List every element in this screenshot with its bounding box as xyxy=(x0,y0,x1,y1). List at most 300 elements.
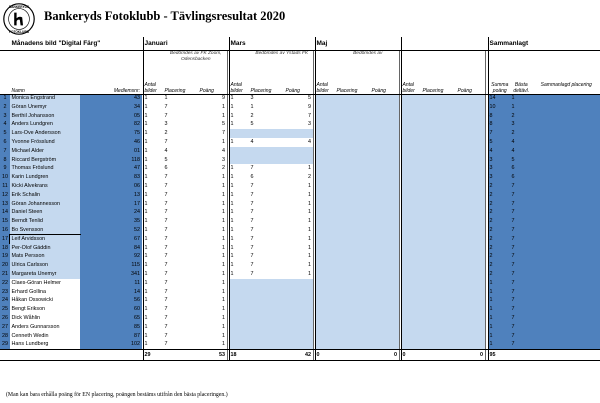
basta-deltavling: 1 xyxy=(510,103,531,112)
blank-antal xyxy=(401,112,421,121)
jan-placering: 5 xyxy=(163,156,198,165)
blank-antal xyxy=(401,340,421,349)
blank-poang xyxy=(456,112,485,121)
row-number: 20 xyxy=(2,262,8,269)
basta-deltavling: 4 xyxy=(510,147,531,156)
jan-placering: 7 xyxy=(163,235,198,244)
jan-poang: 1 xyxy=(198,103,227,112)
member-number: 43 xyxy=(80,94,142,103)
jan-poang: 9 xyxy=(198,94,227,103)
blank-placering xyxy=(421,305,456,314)
mars-placering xyxy=(249,279,284,288)
member-name: Daniel Steen xyxy=(10,208,80,217)
table-row xyxy=(0,120,600,129)
mars-placering: 7 xyxy=(249,200,284,209)
maj-poang xyxy=(370,182,399,191)
mars-antal xyxy=(229,305,249,314)
sammanlagd-placering xyxy=(531,173,600,182)
blank-antal xyxy=(401,226,421,235)
blank-placering xyxy=(421,173,456,182)
blank-antal xyxy=(401,261,421,270)
row-number: 16 xyxy=(2,227,8,233)
table-row xyxy=(0,323,600,332)
maj-placering xyxy=(335,173,370,182)
sammanlagd-placering xyxy=(531,235,600,244)
sammanlagd-placering xyxy=(531,147,600,156)
mars-poang: 1 xyxy=(284,217,313,226)
summa-poang: 3 xyxy=(488,164,510,173)
basta-deltavling: 2 xyxy=(510,112,531,121)
mars-poang: 1 xyxy=(284,164,313,173)
summa-poang: 2 xyxy=(488,208,510,217)
blank-antal xyxy=(401,103,421,112)
col-header-placering: Placering xyxy=(250,88,272,94)
blank-antal xyxy=(401,288,421,297)
month-header-maj: Maj xyxy=(316,40,328,47)
blank-antal xyxy=(401,296,421,305)
row-number: 27 xyxy=(2,323,8,330)
sammanlagd-placering xyxy=(531,314,600,323)
basta-deltavling: 7 xyxy=(510,340,531,349)
jan-antal: 1 xyxy=(143,217,163,226)
mars-placering: 7 xyxy=(249,191,284,200)
blank-poang xyxy=(456,173,485,182)
member-name: Kicki Alvekrans xyxy=(10,182,80,191)
table-row xyxy=(0,305,600,314)
table-row xyxy=(0,296,600,305)
maj-placering xyxy=(335,147,370,156)
mars-poang: 1 xyxy=(284,244,313,253)
maj-antal xyxy=(315,94,335,103)
maj-poang xyxy=(370,164,399,173)
blank-placering xyxy=(421,182,456,191)
jan-placering: 7 xyxy=(163,296,198,305)
jan-poang: 1 xyxy=(198,112,227,121)
row-number: 14 xyxy=(2,209,8,216)
mars-poang xyxy=(284,129,313,138)
basta-deltavling: 7 xyxy=(510,332,531,341)
jan-poang: 1 xyxy=(198,340,227,349)
sammanlagd-placering xyxy=(531,279,600,288)
mars-poang xyxy=(284,288,313,297)
maj-poang xyxy=(370,332,399,341)
table-row xyxy=(0,191,600,200)
column-divider xyxy=(315,37,316,361)
member-name: Mats Persson xyxy=(10,252,80,261)
col-header-summa: Summa poäng xyxy=(491,82,509,94)
mars-poang: 9 xyxy=(284,103,313,112)
col-header-antal: Antal bilder xyxy=(316,82,329,94)
row-number: 3 xyxy=(0,112,10,121)
mars-placering xyxy=(249,332,284,341)
maj-placering xyxy=(335,244,370,253)
maj-poang xyxy=(370,112,399,121)
table-row xyxy=(0,235,600,244)
member-number: 60 xyxy=(80,305,142,314)
mars-placering xyxy=(249,314,284,323)
basta-deltavling: 2 xyxy=(510,129,531,138)
sammanlagd-placering xyxy=(531,94,600,103)
row-number: 11 xyxy=(0,182,10,191)
table-row xyxy=(0,103,600,112)
blank-poang xyxy=(456,182,485,191)
mars-poang: 1 xyxy=(284,182,313,191)
row-number: 28 xyxy=(2,332,8,339)
mars-poang: 1 xyxy=(284,261,313,270)
mars-poang: 1 xyxy=(284,252,313,261)
basta-deltavling: 7 xyxy=(510,323,531,332)
basta-deltavling: 6 xyxy=(510,164,531,173)
maj-antal xyxy=(315,252,335,261)
table-row xyxy=(0,173,600,182)
jan-poang: 1 xyxy=(198,226,227,235)
maj-poang xyxy=(370,296,399,305)
maj-poang xyxy=(370,270,399,279)
row-number: 1 xyxy=(0,94,10,103)
member-number: 11 xyxy=(80,279,142,288)
page-title: Bankeryds Fotoklubb - Tävlingsresultat 2020 xyxy=(44,9,286,23)
blank-antal xyxy=(401,314,421,323)
sammanlagd-placering xyxy=(531,332,600,341)
maj-placering xyxy=(335,191,370,200)
member-number: 341 xyxy=(80,270,142,279)
maj-poang xyxy=(370,200,399,209)
summa-poang: 1 xyxy=(488,314,510,323)
blank-poang xyxy=(456,314,485,323)
table-row xyxy=(0,200,600,209)
blank-placering xyxy=(421,244,456,253)
row-number: 15 xyxy=(2,218,8,225)
jan-antal: 1 xyxy=(143,182,163,191)
member-number: 82 xyxy=(80,120,142,129)
maj-placering xyxy=(335,296,370,305)
member-name: Dick Wåhlin xyxy=(10,314,80,323)
table-row xyxy=(0,226,600,235)
sammanlagd-placering xyxy=(531,112,600,121)
mars-placering: 7 xyxy=(249,226,284,235)
maj-placering xyxy=(335,164,370,173)
maj-antal xyxy=(315,147,335,156)
row-number: 23 xyxy=(2,288,8,295)
jan-placering: 7 xyxy=(163,340,198,349)
sammanlagd-placering xyxy=(531,252,600,261)
maj-antal xyxy=(315,323,335,332)
row-number: 21 xyxy=(2,271,8,277)
mars-poang: 1 xyxy=(284,226,313,235)
jan-poang: 1 xyxy=(198,252,227,261)
member-name: Anders Gunnarsson xyxy=(10,323,80,332)
blank-placering xyxy=(421,217,456,226)
mars-placering: 7 xyxy=(249,270,284,279)
maj-placering xyxy=(335,138,370,147)
row-number: 10 xyxy=(2,174,8,181)
mars-poang: 1 xyxy=(284,235,313,244)
member-number: 34 xyxy=(80,103,142,112)
basta-deltavling: 7 xyxy=(510,244,531,253)
blank-placering xyxy=(421,340,456,349)
maj-antal xyxy=(315,235,335,244)
member-name: Margareta Unemyr xyxy=(10,270,80,279)
mars-poang: 1 xyxy=(284,208,313,217)
jan-placering: 7 xyxy=(163,112,198,121)
total-blank-antal: 0 xyxy=(402,352,406,359)
maj-placering xyxy=(335,208,370,217)
sammanlagd-placering xyxy=(531,226,600,235)
mars-antal: 1 xyxy=(229,270,249,279)
jan-poang: 5 xyxy=(198,120,227,129)
member-number: 84 xyxy=(80,244,142,253)
row-number: 25 xyxy=(2,306,8,313)
month-header-blank xyxy=(401,37,485,50)
jan-placering: 7 xyxy=(163,323,198,332)
maj-poang xyxy=(370,323,399,332)
mars-poang: 1 xyxy=(284,191,313,200)
mars-placering: 7 xyxy=(249,217,284,226)
sammanlagd-placering xyxy=(531,305,600,314)
member-number: 65 xyxy=(80,314,142,323)
member-number: 35 xyxy=(80,217,142,226)
member-number: 56 xyxy=(80,296,142,305)
blank-placering xyxy=(421,252,456,261)
blank-poang xyxy=(456,164,485,173)
blank-placering xyxy=(421,208,456,217)
member-name: Per-Olof Gäddin xyxy=(10,244,80,253)
member-number: 52 xyxy=(80,226,142,235)
basta-deltavling: 7 xyxy=(510,226,531,235)
table-row xyxy=(0,112,600,121)
blank-poang xyxy=(456,279,485,288)
mars-placering: 6 xyxy=(249,173,284,182)
jan-antal: 1 xyxy=(143,173,163,182)
jan-antal: 1 xyxy=(143,191,163,200)
column-divider xyxy=(399,50,400,361)
mars-placering xyxy=(249,129,284,138)
member-number: 24 xyxy=(80,208,142,217)
mars-antal xyxy=(229,156,249,165)
table-row xyxy=(0,156,600,165)
maj-antal xyxy=(315,138,335,147)
blank-placering xyxy=(421,279,456,288)
jan-poang: 4 xyxy=(198,147,227,156)
blank-placering xyxy=(421,288,456,297)
jan-placering: 1 xyxy=(163,94,198,103)
blank-poang xyxy=(456,270,485,279)
table-row xyxy=(0,314,600,323)
summa-poang: 2 xyxy=(488,270,510,279)
row-number: 22 xyxy=(2,279,8,286)
maj-placering xyxy=(335,129,370,138)
summa-poang: 3 xyxy=(488,156,510,165)
member-number: 46 xyxy=(80,138,142,147)
jan-antal: 1 xyxy=(143,147,163,156)
basta-deltavling: 1 xyxy=(510,94,531,103)
jan-antal: 1 xyxy=(143,120,163,129)
member-name: Yvonne Frösslund xyxy=(10,138,80,147)
mars-placering xyxy=(249,156,284,165)
jan-poang: 1 xyxy=(198,270,227,279)
member-name: Hans Lundberg xyxy=(10,340,80,349)
member-number: 67 xyxy=(80,235,142,244)
basta-deltavling: 6 xyxy=(510,173,531,182)
row-number: 2 xyxy=(0,103,10,112)
jan-antal: 1 xyxy=(143,332,163,341)
sammanlagd-placering xyxy=(531,164,600,173)
maj-antal xyxy=(315,244,335,253)
mars-antal: 1 xyxy=(229,244,249,253)
basta-deltavling: 7 xyxy=(510,217,531,226)
summa-poang: 2 xyxy=(488,261,510,270)
sammanlagd-placering xyxy=(531,296,600,305)
summa-poang: 1 xyxy=(488,340,510,349)
basta-deltavling: 7 xyxy=(510,261,531,270)
row-divider xyxy=(0,50,600,51)
sammanlagd-placering xyxy=(531,129,600,138)
member-number: 115 xyxy=(80,261,142,270)
blank-antal xyxy=(401,323,421,332)
jan-placering: 7 xyxy=(163,305,198,314)
jan-antal: 1 xyxy=(143,340,163,349)
jan-poang: 1 xyxy=(198,288,227,297)
col-header-placering: Placering xyxy=(422,88,444,94)
judged-by-text: Bedömdes av FK Zoom, Odensbacken xyxy=(169,51,222,62)
maj-poang xyxy=(370,288,399,297)
svg-text:FOTOKLUBB: FOTOKLUBB xyxy=(9,30,29,34)
maj-antal xyxy=(315,314,335,323)
row-number: 4 xyxy=(0,120,10,129)
sammanlagd-placering xyxy=(531,323,600,332)
summa-poang: 2 xyxy=(488,244,510,253)
row-divider xyxy=(0,360,600,361)
jan-poang: 1 xyxy=(198,208,227,217)
column-divider xyxy=(229,37,230,361)
basta-deltavling: 5 xyxy=(510,156,531,165)
blank-antal xyxy=(401,200,421,209)
jan-poang: 1 xyxy=(198,138,227,147)
summa-poang: 2 xyxy=(488,217,510,226)
mars-placering xyxy=(249,340,284,349)
total-jan-poang: 53 xyxy=(219,352,225,359)
blank-antal xyxy=(401,217,421,226)
blank-placering xyxy=(421,191,456,200)
mars-antal: 1 xyxy=(229,138,249,147)
blank-poang xyxy=(456,340,485,349)
basta-deltavling: 7 xyxy=(510,305,531,314)
row-number: 26 xyxy=(2,315,8,321)
blank-antal xyxy=(401,332,421,341)
maj-placering xyxy=(335,332,370,341)
basta-deltavling: 7 xyxy=(510,270,531,279)
maj-antal xyxy=(315,261,335,270)
maj-placering xyxy=(335,120,370,129)
mars-poang xyxy=(284,296,313,305)
row-number: 19 xyxy=(2,253,8,260)
mars-poang xyxy=(284,340,313,349)
header-row-judges xyxy=(0,50,600,80)
maj-poang xyxy=(370,173,399,182)
member-name: Göran Unemyr xyxy=(10,103,80,112)
basta-deltavling: 7 xyxy=(510,208,531,217)
total-mars-antal: 18 xyxy=(230,352,237,359)
sammanlagd-placering xyxy=(531,138,600,147)
blank-antal xyxy=(401,270,421,279)
mars-antal xyxy=(229,323,249,332)
maj-poang xyxy=(370,129,399,138)
basta-deltavling: 7 xyxy=(510,296,531,305)
jan-antal: 1 xyxy=(143,296,163,305)
blank-poang xyxy=(456,120,485,129)
sammanlagd-placering xyxy=(531,244,600,253)
jan-antal: 1 xyxy=(143,129,163,138)
member-number: 05 xyxy=(80,112,142,121)
row-number: 12 xyxy=(2,191,8,198)
col-header-poang: Poäng xyxy=(371,88,386,94)
member-number: 14 xyxy=(80,288,142,297)
maj-placering xyxy=(335,288,370,297)
row-number: 7 xyxy=(0,147,10,156)
maj-poang xyxy=(370,217,399,226)
blank-placering xyxy=(421,296,456,305)
blank-antal xyxy=(401,191,421,200)
member-number: 83 xyxy=(80,173,142,182)
row-number: 9 xyxy=(0,164,10,173)
mars-poang: 4 xyxy=(284,138,313,147)
member-number: 01 xyxy=(80,147,142,156)
mars-poang: 5 xyxy=(284,94,313,103)
summa-poang: 1 xyxy=(488,296,510,305)
basta-deltavling: 7 xyxy=(510,279,531,288)
jan-placering: 2 xyxy=(163,129,198,138)
col-header-poang: Poäng xyxy=(457,88,472,94)
member-name: Erhard Gollina xyxy=(10,288,80,297)
mars-antal: 1 xyxy=(229,252,249,261)
header-row-columns xyxy=(0,80,600,94)
blank-poang xyxy=(456,217,485,226)
mars-placering xyxy=(249,323,284,332)
blank-placering xyxy=(421,94,456,103)
blank-poang xyxy=(456,147,485,156)
summa-poang: 1 xyxy=(488,279,510,288)
jan-placering: 7 xyxy=(163,191,198,200)
mars-poang xyxy=(284,305,313,314)
blank-antal xyxy=(401,120,421,129)
jan-placering: 7 xyxy=(163,200,198,209)
col-header-basta: Bästa deltävl. xyxy=(513,82,530,94)
header-row-months xyxy=(0,37,600,50)
jan-poang: 1 xyxy=(198,191,227,200)
basta-deltavling: 3 xyxy=(510,120,531,129)
jan-placering: 7 xyxy=(163,217,198,226)
mars-antal xyxy=(229,129,249,138)
mars-placering xyxy=(249,305,284,314)
maj-antal xyxy=(315,217,335,226)
jan-poang: 1 xyxy=(198,235,227,244)
jan-placering: 3 xyxy=(163,120,198,129)
member-number: 06 xyxy=(80,182,142,191)
mars-poang: 7 xyxy=(284,112,313,121)
basta-deltavling: 7 xyxy=(510,252,531,261)
member-name: Riccard Bergström xyxy=(10,156,80,165)
maj-placering xyxy=(335,217,370,226)
blank-antal xyxy=(401,252,421,261)
mars-antal: 1 xyxy=(229,191,249,200)
table-row xyxy=(0,129,600,138)
jan-poang: 1 xyxy=(198,182,227,191)
judged-by-text: Bedömdes av Ystads FK xyxy=(255,51,309,56)
mars-antal: 1 xyxy=(229,103,249,112)
jan-antal: 1 xyxy=(143,103,163,112)
mars-antal: 1 xyxy=(229,235,249,244)
col-header-poang: Poäng xyxy=(285,88,300,94)
